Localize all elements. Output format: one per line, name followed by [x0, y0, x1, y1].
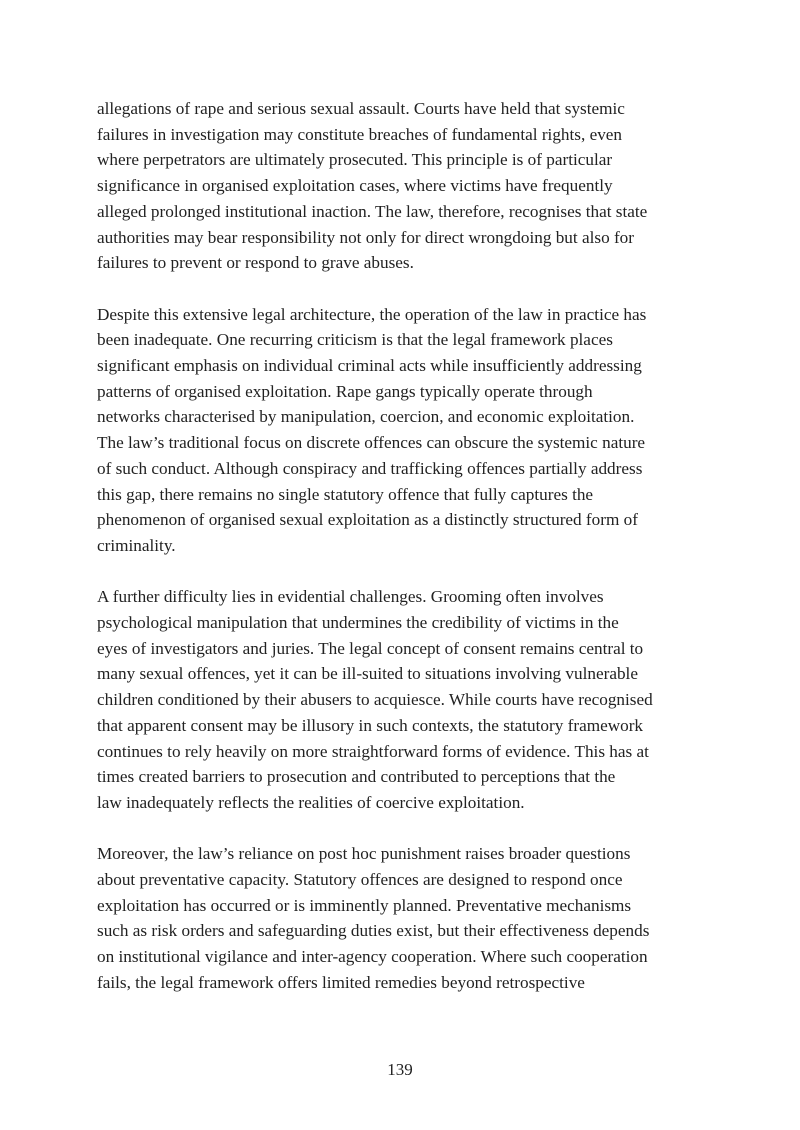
text-line: where perpetrators are ultimately prosecuted. This principle is of particular — [97, 150, 613, 170]
text-line: this gap, there remains no single statutory offence that fully captures the — [97, 484, 594, 504]
text-line: patterns of organised exploitation. Rape gangs typically operate through — [97, 381, 593, 401]
text-line: about preventative capacity. Statutory offences are designed to respond once — [97, 870, 623, 890]
text-line: fails, the legal framework offers limited remedies beyond retrospective — [97, 972, 585, 992]
body-text — [97, 96, 697, 1021]
text-line: phenomenon of organised sexual exploitation as a distinctly structured form of — [97, 510, 638, 530]
text-line: children conditioned by their abusers to acquiesce. While courts have recognised — [97, 690, 653, 710]
page-number: 139 — [387, 1060, 413, 1079]
text-line: such as risk orders and safeguarding duties exist, but their effectiveness depends — [97, 921, 650, 941]
text-line: alleged prolonged institutional inaction. The law, therefore, recognises that state — [97, 201, 648, 221]
text-line: significant emphasis on individual criminal acts while insufficiently addressing — [97, 356, 642, 376]
text-line: A further difficulty lies in evidential challenges. Grooming often involves — [97, 587, 604, 607]
text-line: that apparent consent may be illusory in such contexts, the statutory framework — [97, 715, 644, 735]
text-line: Moreover, the law’s reliance on post hoc punishment raises broader questions — [97, 844, 631, 864]
text-line: of such conduct. Although conspiracy and trafficking offences partially address — [97, 458, 643, 478]
text-line: exploitation has occurred or is imminently planned. Preventative mechanisms — [97, 895, 632, 915]
text-line: been inadequate. One recurring criticism is that the legal framework places — [97, 330, 613, 350]
paragraph — [97, 302, 697, 559]
text-line: criminality. — [97, 535, 176, 555]
text-line: Despite this extensive legal architecture, the operation of the law in practice has — [97, 304, 647, 324]
text-line: failures to prevent or respond to grave abuses. — [97, 253, 414, 273]
text-line: allegations of rape and serious sexual assault. Courts have held that systemic — [97, 99, 625, 118]
paragraph — [97, 584, 697, 815]
text-line: psychological manipulation that undermines the credibility of victims in the — [97, 613, 619, 633]
paragraph — [97, 96, 697, 276]
text-line: authorities may bear responsibility not only for direct wrongdoing but also for — [97, 227, 635, 247]
text-line: on institutional vigilance and inter-agency cooperation. Where such cooperation — [97, 947, 648, 967]
text-line: continues to rely heavily on more straightforward forms of evidence. This has at — [97, 741, 649, 761]
text-line: times created barriers to prosecution and contributed to perceptions that the — [97, 767, 616, 787]
text-line: significance in organised exploitation cases, where victims have frequently — [97, 176, 613, 196]
text-line: many sexual offences, yet it can be ill-suited to situations involving vulnerable — [97, 664, 638, 684]
text-line: law inadequately reflects the realities of coercive exploitation. — [97, 792, 525, 812]
text-line: networks characterised by manipulation, coercion, and economic exploitation. — [97, 407, 635, 427]
text-line: eyes of investigators and juries. The legal concept of consent remains central to — [97, 638, 644, 658]
text-line: failures in investigation may constitute breaches of fundamental rights, even — [97, 124, 623, 144]
text-line: The law’s traditional focus on discrete offences can obscure the systemic nature — [97, 433, 646, 453]
paragraph — [97, 841, 697, 995]
